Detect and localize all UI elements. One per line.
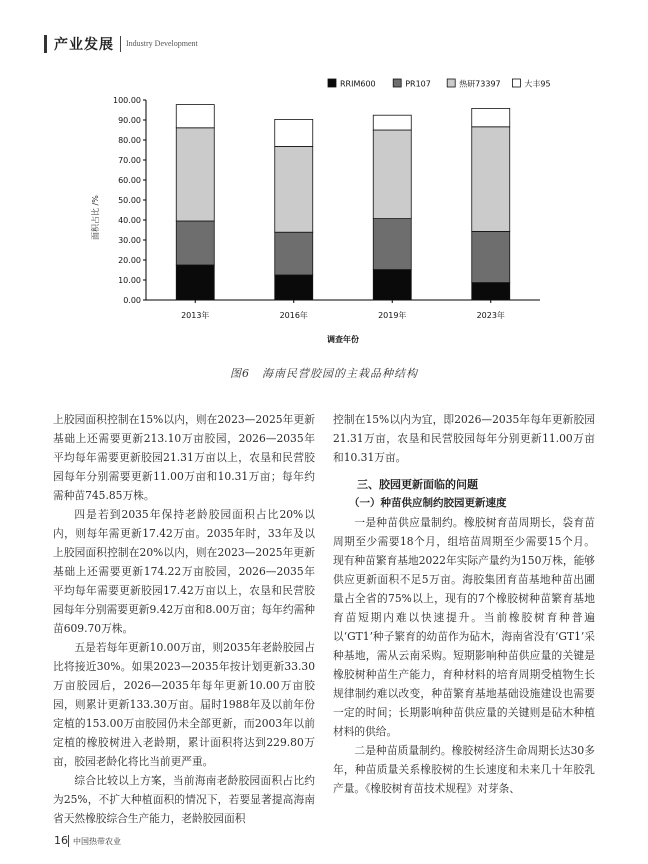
paragraph: 四是若到2035年保持老龄胶园面积占比20%以内，则每年需更新17.42万亩。2035年时，33年及以上胶园面积控制在20%以内，则在2023—2025年更新基础上还需要更新174.22万亩胶园，2026—2035年平均每年需要更新胶园17.42万亩以上，农垦和民营胶园每年分别需要更新9.42万亩和8.00万亩；每年约需种苗609.70万株。 <box>53 508 315 635</box>
bar-segment <box>176 221 214 265</box>
paragraph: 控制在15%以内为宜，即2026—2035年每年更新胶园21.31万亩，农垦和民营胶园每年分别更新11.00万亩和10.31万亩。 <box>333 413 595 464</box>
bar-segment <box>373 270 411 300</box>
paragraph: 一是种苗供应量制约。橡胶树育苗周期长，袋育苗周期至少需要18个月，组培苗周期至少需要15个月。现有种苗繁育基地2022年实际产量约为150万株，能够供应更新面积不足5万亩。海胶集团育苗基地种苗出圃量占全省的75%以上，现有的7个橡胶树种苗繁育基地育苗短期内难以快速提升。当前橡胶树育种普遍以‘GT1’种子繁育的幼苗作为砧木，海南省没有‘GT1’采种基地，需从云南采购。短期影响种苗供应量的关键是橡胶树种苗生产能力，育种材料的培育周期受植物生长规律制约难以改变，种苗繁育基地基础设施建设也需要一定的时间；长期影响种苗供应量的关键则是砧木种植材料的供给。 <box>333 516 595 738</box>
y-tick-label: 90.00 <box>118 116 141 125</box>
bar-segment <box>472 283 510 300</box>
bar-segment <box>176 128 214 221</box>
legend-label: PR107 <box>405 79 431 89</box>
bar-segment <box>373 115 411 130</box>
left-column <box>53 410 315 828</box>
paragraph: 五是若每年更新10.00万亩，则2035年老龄胶园占比将接近30%。如果2023—2035年按计划更新33.30万亩胶园后，2026—2035年每年更新10.00万亩胶园，则累计更新133.30万亩。届时1988年及以前年份定植的153.00万亩胶园仍未全部更新，而2003年以前定植的橡胶树进入老龄期，累计面积将达到229.80万亩，胶园老龄化将比当前更严重。 <box>53 641 315 768</box>
page-number: 16 <box>54 834 68 847</box>
paragraph: 上胶园面积控制在15%以内，则在2023—2025年更新基础上还需要更新213.10万亩胶园，2026—2035年平均每年需要更新胶园21.31万亩以上，农垦和民营胶园每年分别需要更新11.00万亩和10.31万亩；每年约需种苗745.85万株。 <box>53 413 315 502</box>
x-tick-label: 2019年 <box>378 311 407 320</box>
y-tick-label: 30.00 <box>118 236 141 245</box>
y-tick-label: 50.00 <box>118 196 141 205</box>
right-column <box>333 410 595 798</box>
legend-label: 大丰95 <box>524 79 551 89</box>
header-bar <box>44 35 47 53</box>
y-tick-label: 70.00 <box>118 156 141 165</box>
y-tick-label: 20.00 <box>118 256 141 265</box>
legend-label: RRIM600 <box>340 79 376 89</box>
bar-segment <box>472 231 510 282</box>
paragraph: 综合比较以上方案，当前海南老龄胶园面积占比约为25%，不扩大种植面积的情况下，若要显著提高海南省天然橡胶综合生产能力，老龄胶园面积 <box>53 774 315 825</box>
section-title: 产业发展 <box>54 37 114 53</box>
y-tick-label: 100.00 <box>113 96 141 105</box>
x-tick-label: 2013年 <box>181 311 210 320</box>
x-tick-label: 2023年 <box>476 311 505 320</box>
bar-segment <box>275 119 313 146</box>
y-tick-label: 10.00 <box>118 276 141 285</box>
x-tick-label: 2016年 <box>279 311 308 320</box>
bar-segment <box>373 130 411 219</box>
subsection-heading: （一）种苗供应制约胶园更新速度 <box>349 497 507 509</box>
bar-segment <box>176 265 214 300</box>
chart-canvas <box>90 70 590 355</box>
legend-swatch <box>512 79 520 87</box>
stacked-bar-chart <box>90 70 590 355</box>
footer-divider <box>68 835 69 847</box>
figure-caption: 图6 海南民营胶园的主栽品种结构 <box>230 367 418 380</box>
legend-swatch <box>328 79 336 87</box>
y-tick-label: 40.00 <box>118 216 141 225</box>
bar-segment <box>472 108 510 126</box>
bar-segment <box>275 232 313 275</box>
bar-segment <box>472 127 510 232</box>
bar-segment <box>275 146 313 232</box>
legend-swatch <box>393 79 401 87</box>
y-tick-label: 60.00 <box>118 176 141 185</box>
legend-label: 热研73397 <box>459 79 501 89</box>
section-subtitle: Industry Development <box>126 39 198 48</box>
bar-segment <box>373 219 411 270</box>
legend-swatch <box>447 79 455 87</box>
bar-segment <box>176 105 214 128</box>
paragraph: 二是种苗质量制约。橡胶树经济生命周期长达30多年，种苗质量关系橡胶树的生长速度和未来几十年胶乳产量。《橡胶树育苗技术规程》对芽条、 <box>333 744 595 795</box>
x-axis-label: 调查年份 <box>327 335 359 344</box>
y-tick-label: 0.00 <box>123 296 141 305</box>
section-heading: 三、胶园更新面临的问题 <box>357 478 478 491</box>
journal-name: 中国热带农业 <box>73 837 121 846</box>
y-axis-label: 面积占比 /% <box>91 195 100 240</box>
bar-segment <box>275 275 313 300</box>
y-tick-label: 80.00 <box>118 136 141 145</box>
header-divider <box>120 36 121 52</box>
